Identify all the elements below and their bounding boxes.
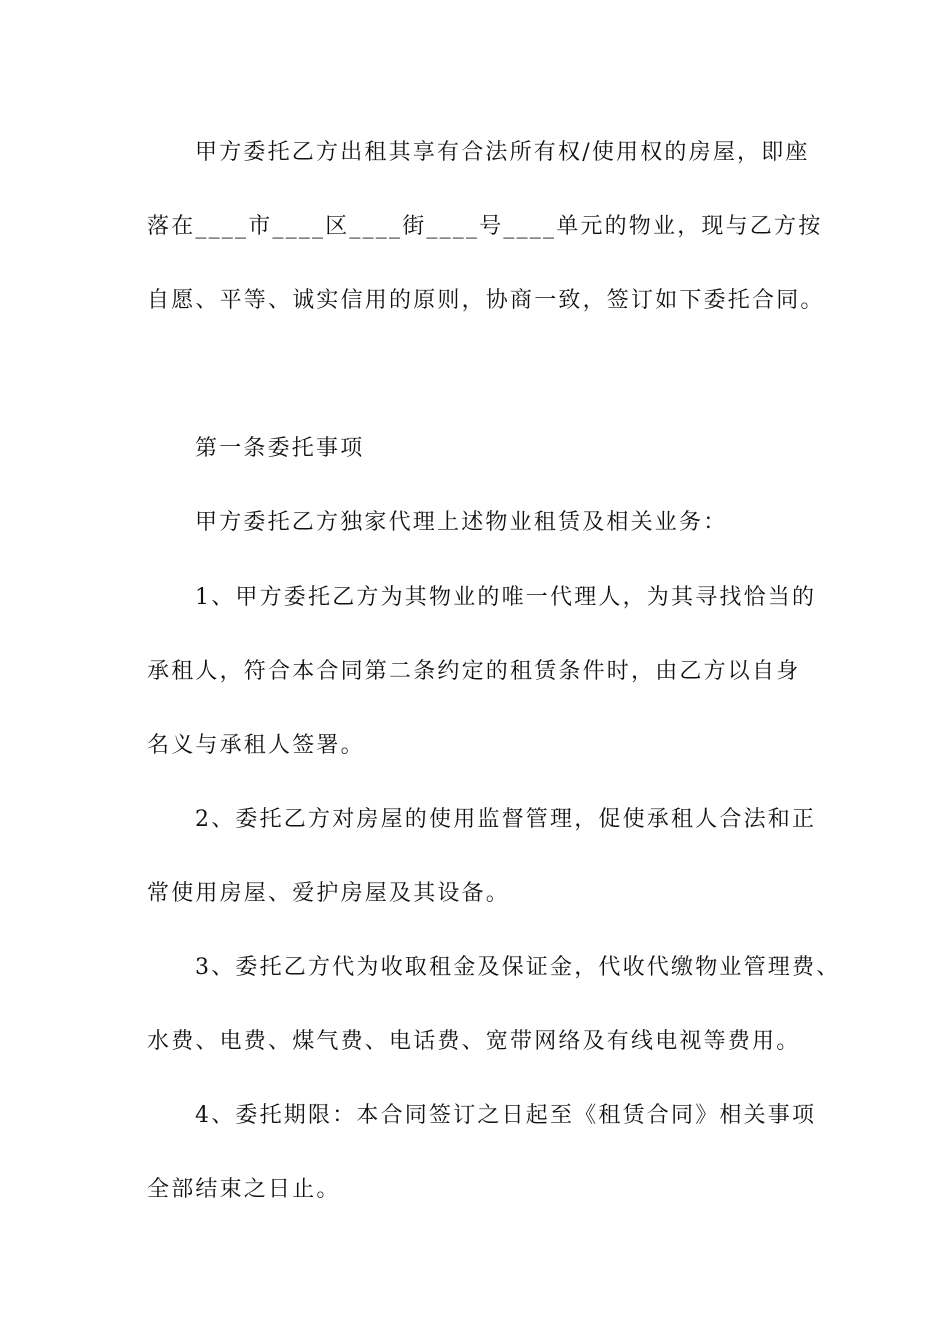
clause-2-line-1: 2、委托乙方对房屋的使用监督管理，促使承租人合法和正 [195, 807, 817, 832]
clause-1-line-2: 承租人，符合本合同第二条约定的租赁条件时，由乙方以自身 [147, 659, 801, 684]
clause-4-line-2: 全部结束之日止。 [147, 1177, 341, 1202]
clause-3-line-1: 3、委托乙方代为收取租金及保证金，代收代缴物业管理费、 [195, 955, 841, 980]
clause-1-line-1: 1、甲方委托乙方为其物业的唯一代理人，为其寻找恰当的 [195, 585, 817, 610]
paragraph-intro-line-1: 甲方委托乙方出租其享有合法所有权/使用权的房屋，即座 [195, 140, 810, 165]
paragraph-article-1-intro: 甲方委托乙方独家代理上述物业租赁及相关业务： [195, 510, 728, 535]
section-heading-article-1: 第一条委托事项 [195, 436, 365, 461]
clause-2-line-2: 常使用房屋、爱护房屋及其设备。 [147, 881, 511, 906]
clause-4-line-1: 4、委托期限：本合同签订之日起至《租赁合同》相关事项 [195, 1103, 817, 1128]
clause-1-line-3: 名义与承租人签署。 [147, 733, 365, 758]
clause-3-line-2: 水费、电费、煤气费、电话费、宽带网络及有线电视等费用。 [147, 1029, 801, 1054]
paragraph-intro-line-2: 落在____市____区____街____号____单元的物业，现与乙方按 [147, 214, 823, 239]
paragraph-intro-line-3: 自愿、平等、诚实信用的原则，协商一致，签订如下委托合同。 [147, 288, 825, 313]
